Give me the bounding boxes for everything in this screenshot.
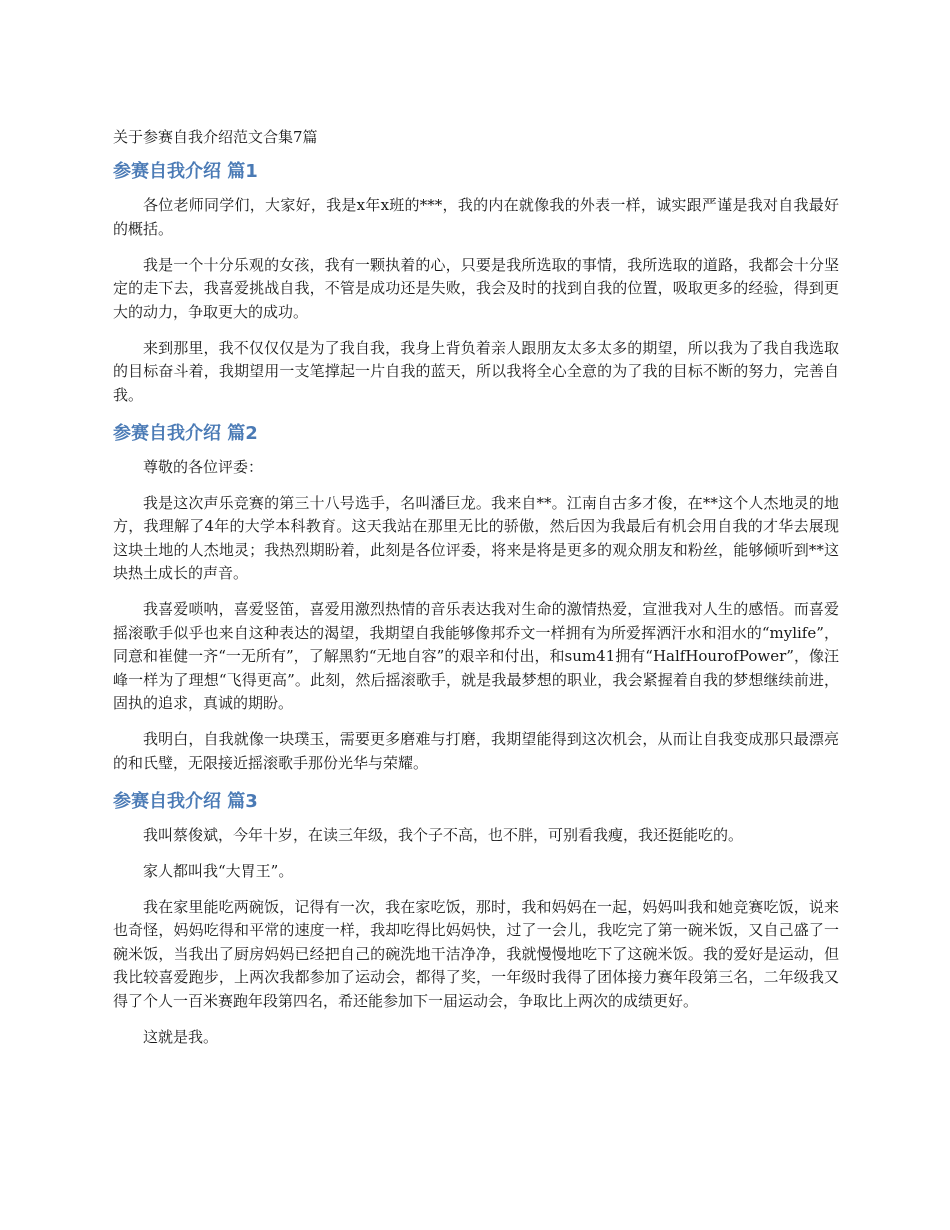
section-heading: 参赛自我介绍 篇1 <box>113 161 258 182</box>
document-page <box>113 124 839 1062</box>
paragraph: 这就是我。 <box>143 1027 219 1046</box>
paragraph: 我明白，自我就像一块璞玉，需要更多磨难与打磨，我期望能得到这次机会，从而让自我变成那只最漂亮的和氏璧，无限接近摇滚歌手那份光华与荣耀。 <box>113 730 839 772</box>
paragraph: 家人都叫我“大胃王”。 <box>143 861 294 880</box>
document-title: 关于参赛自我介绍范文合集7篇 <box>113 128 318 146</box>
section-3 <box>113 788 839 1050</box>
paragraph: 来到那里，我不仅仅仅是为了我自我，我身上背负着亲人跟朋友太多太多的期望，所以我为了我自我选取的目标奋斗着，我期望用一支笔撑起一片自我的蓝天，所以我将全心全意的为了我的目标不断的努力，完善自我。 <box>113 338 839 404</box>
paragraph: 我是这次声乐竞赛的第三十八号选手，名叫潘巨龙。我来自**。江南自古多才俊，在**这个人杰地灵的地方，我理解了4年的大学本科教育。这天我站在那里无比的骄傲，然后因为我最后有机会用自我的才华去展现这块土地的人杰地灵；我热烈期盼着，此刻是各位评委，将来是将是更多的观众朋友和粉丝，能够倾听到**这块热土成长的声音。 <box>113 493 839 582</box>
paragraph: 各位老师同学们，大家好，我是x年x班的***，我的内在就像我的外表一样，诚实跟严谨是我对自我最好的概括。 <box>113 196 839 238</box>
paragraph: 我是一个十分乐观的女孩，我有一颗执着的心，只要是我所选取的事情，我所选取的道路，我都会十分坚定的走下去，我喜爱挑战自我，不管是成功还是失败，我会及时的找到自我的位置，吸取更多的经验，得到更大的动力，争取更大的成功。 <box>113 255 839 321</box>
section-1 <box>113 158 839 407</box>
paragraph: 尊敬的各位评委： <box>143 457 264 476</box>
section-2 <box>113 420 839 776</box>
section-heading: 参赛自我介绍 篇3 <box>113 790 258 812</box>
paragraph: 我叫蔡俊斌，今年十岁，在读三年级，我个子不高，也不胖，可别看我瘦，我还挺能吃的。 <box>143 825 744 844</box>
paragraph: 我在家里能吃两碗饭，记得有一次，我在家吃饭，那时，我和妈妈在一起，妈妈叫我和她竞赛吃饭，说来也奇怪，妈妈吃得和平常的速度一样，我却吃得比妈妈快，过了一会儿，我吃完了第一碗米饭，又自己盛了一碗米饭，当我出了厨房妈妈已经把自己的碗洗地干洁净净，我就慢慢地吃下了这碗米饭。我的爱好是运动，但我比较喜爱跑步，上两次我都参加了运动会，都得了奖，一年级时我得了团体接力赛年段第三名，二年级我又得了个人一百米赛跑年段第四名，希还能参加下一届运动会，争取比上两次的成绩更好。 <box>113 897 839 1010</box>
paragraph: 我喜爱唢呐，喜爱竖笛，喜爱用激烈热情的音乐表达我对生命的激情热爱，宣泄我对人生的感悟。而喜爱摇滚歌手似乎也来自这种表达的渴望，我期望自我能够像邦乔文一样拥有为所爱挥洒汗水和泪水的“mylife”，同意和崔健一齐“一无所有”，了解黑豹“无地自容”的艰辛和付出，和sum41拥有“HalfHourofPower”，像汪峰一样为了理想“飞得更高”。此刻，然后摇滚歌手，就是我最梦想的职业，我会紧握着自我的梦想继续前进，固执的追求，真诚的期盼。 <box>113 600 839 712</box>
section-heading: 参赛自我介绍 篇2 <box>113 422 258 444</box>
